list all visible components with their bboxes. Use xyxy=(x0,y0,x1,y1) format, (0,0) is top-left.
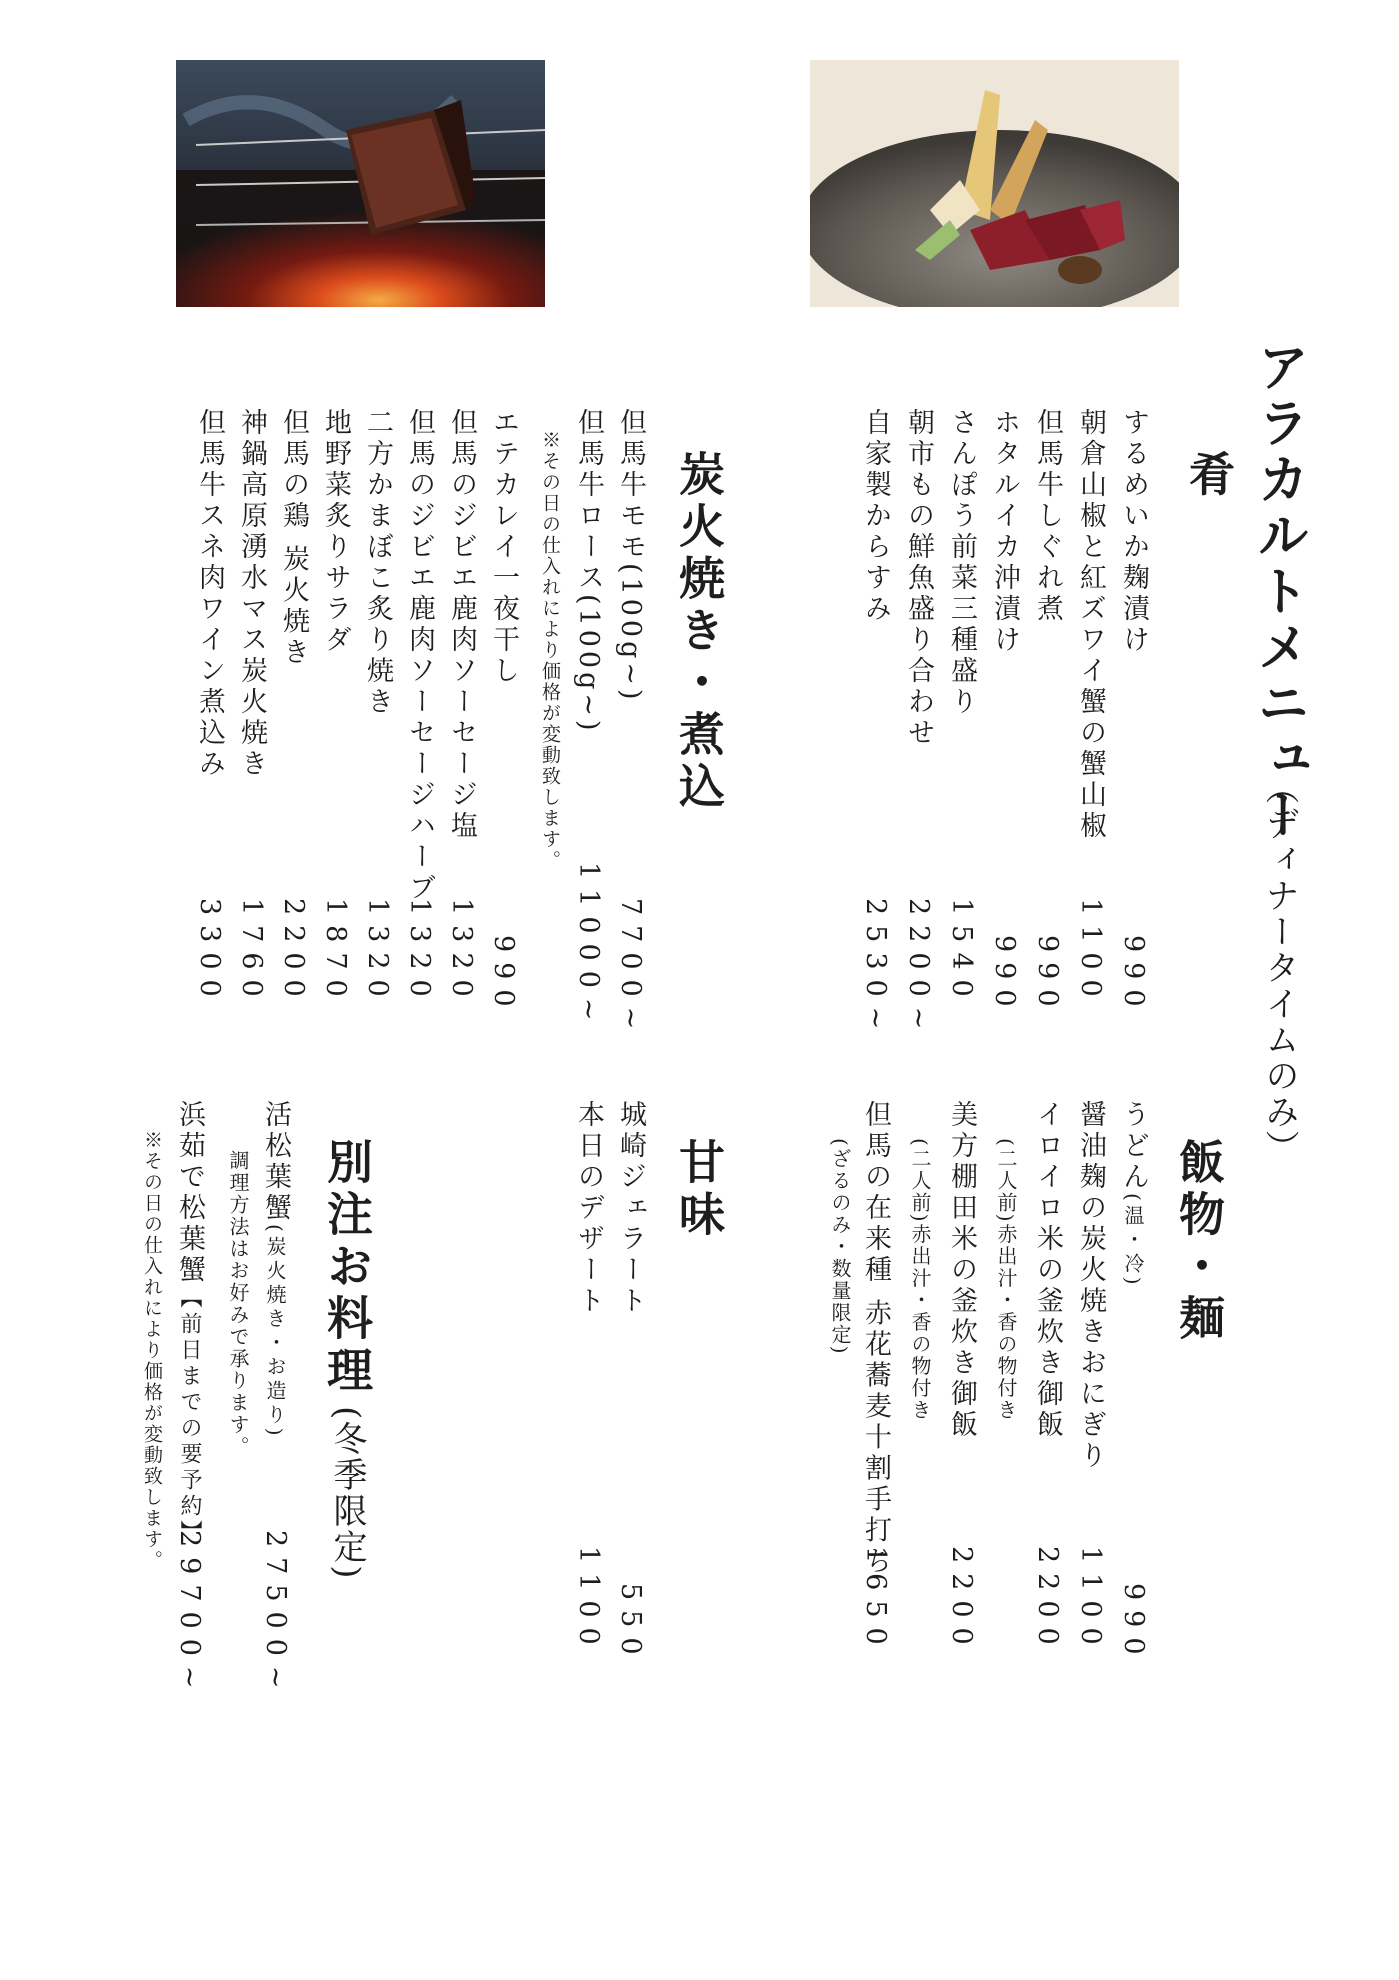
menu-item-name: 但馬牛モモ(100g~) xyxy=(615,408,646,704)
menu-item-name: 但馬のジビエ鹿肉ソーセージハーブ xyxy=(404,408,435,904)
menu-item-price: 27500~ xyxy=(260,1530,291,1699)
section-heading-note: (冬季限定) xyxy=(327,1406,367,1581)
katsu-name: 活松葉蟹 xyxy=(260,1100,291,1224)
menu-item-price: 1320 xyxy=(362,898,393,1007)
menu-item-price: 990 xyxy=(1118,935,1149,1017)
menu-item-name: 自家製からすみ xyxy=(860,408,891,625)
katsu-note: (炭火焼き・お造り) xyxy=(263,1224,287,1440)
menu-item-price: 550 xyxy=(615,1583,646,1665)
menu-item-name: 地野菜炙りサラダ xyxy=(320,408,351,656)
menu-item-name: 朝市もの鮮魚盛り合わせ xyxy=(903,408,934,749)
menu-item-name: イロイロ米の釜炊き御飯 xyxy=(1032,1100,1063,1441)
menu-item-sub: (二人前)赤出汁・香の物付き xyxy=(994,1138,1018,1422)
section-heading-meshi: 飯物・麺 xyxy=(1172,1138,1226,1346)
menu-title: アラカルトメニュー xyxy=(1248,340,1309,844)
menu-item-sub: 調理方法はお好みで承ります。 xyxy=(226,1150,250,1458)
menu-item-name xyxy=(262,1100,289,1440)
menu-item-name: するめいか麹漬け xyxy=(1118,408,1149,656)
menu-title-note: （ディナータイムのみ） xyxy=(1259,770,1299,1166)
menu-item-price: 11000~ xyxy=(573,862,604,1031)
menu-item-price: 3300 xyxy=(194,898,225,1007)
menu-item-name: さんぽう前菜三種盛り xyxy=(946,408,977,718)
menu-item-price: 1100 xyxy=(573,1546,604,1655)
menu-item-price: 1320 xyxy=(446,898,477,1007)
menu-item-price: 1540 xyxy=(946,898,977,1007)
section-heading-sakana: 肴 xyxy=(1182,450,1236,502)
menu-item-price: 1650 xyxy=(860,1546,891,1655)
hama-name: 浜茹で松葉蟹 xyxy=(174,1100,205,1286)
menu-item-price: 7700~ xyxy=(615,898,646,1040)
section-heading-betchu: 別注お料理 xyxy=(320,1138,374,1398)
menu-item-name: エテカレイ一夜干し xyxy=(488,408,519,687)
menu-item-sub: (二人前)赤出汁・香の物付き xyxy=(908,1138,932,1422)
menu-item-price: 2200 xyxy=(1032,1546,1063,1655)
menu-item-name: 但馬牛しぐれ煮 xyxy=(1032,408,1063,625)
menu-item-name: 醤油麹の炭火焼きおにぎり xyxy=(1075,1100,1106,1472)
udon-note: (温・冷) xyxy=(1121,1193,1145,1289)
menu-item-price: 990 xyxy=(1118,1583,1149,1665)
menu-item-price: 1870 xyxy=(320,898,351,1007)
menu-item-name: 但馬の鶏 炭火焼き xyxy=(278,408,309,669)
menu-item-name xyxy=(1120,1100,1147,1289)
menu-item-price: 1760 xyxy=(236,898,267,1007)
menu-item-price: 2200~ xyxy=(903,898,934,1040)
menu-item-price: 1100 xyxy=(1075,898,1106,1007)
plated-wagyu-dish-photo xyxy=(810,60,1179,307)
menu-item-name: 二方かまぼこ炙り焼き xyxy=(362,408,393,718)
menu-item-name: 神鍋高原湧水マス炭火焼き xyxy=(236,408,267,780)
menu-item-price: 2200 xyxy=(946,1546,977,1655)
menu-item-name: 但馬のジビエ鹿肉ソーセージ塩 xyxy=(446,408,477,842)
menu-item-name: 朝倉山椒と紅ズワイ蟹の蟹山椒 xyxy=(1075,408,1106,842)
section-heading-sumibi: 炭火焼き・煮込 xyxy=(672,450,726,814)
menu-item-price: 1100 xyxy=(1075,1546,1106,1655)
menu-item-price: 990 xyxy=(488,935,519,1017)
menu-item-name xyxy=(176,1100,203,1546)
menu-item-price: 990 xyxy=(1032,935,1063,1017)
section-heading-amami: 甘味 xyxy=(672,1138,726,1242)
price-note: ※その日の仕入れにより価格が変動致します。 xyxy=(141,1130,163,1571)
menu-item-name: 但馬の在来種 赤花蕎麦十割手打ち xyxy=(860,1100,891,1578)
hama-note: 【前日までの要予約】 xyxy=(177,1286,202,1546)
menu-item-name: 城崎ジェラート xyxy=(615,1100,646,1317)
menu-item-price: 990 xyxy=(989,935,1020,1017)
menu-item-name: 但馬牛ロース(100g~) xyxy=(573,408,604,735)
menu-item-price: 1320 xyxy=(404,898,435,1007)
menu-item-price: 2200 xyxy=(278,898,309,1007)
menu-item-name: 美方棚田米の釜炊き御飯 xyxy=(946,1100,977,1441)
menu-item-sub: (ざるのみ・数量限定) xyxy=(828,1138,852,1356)
menu-item-price: 29700~ xyxy=(174,1530,205,1699)
price-note: ※その日の仕入れにより価格が変動致します。 xyxy=(539,430,561,871)
menu-item-name: 但馬牛スネ肉ワイン煮込み xyxy=(194,408,225,780)
menu-item-name: ホタルイカ沖漬け xyxy=(989,408,1020,656)
grilled-wagyu-photo xyxy=(176,60,545,307)
udon-name: うどん xyxy=(1118,1100,1149,1193)
menu-item-name: 本日のデザート xyxy=(573,1100,604,1317)
menu-item-price: 2530~ xyxy=(860,898,891,1040)
